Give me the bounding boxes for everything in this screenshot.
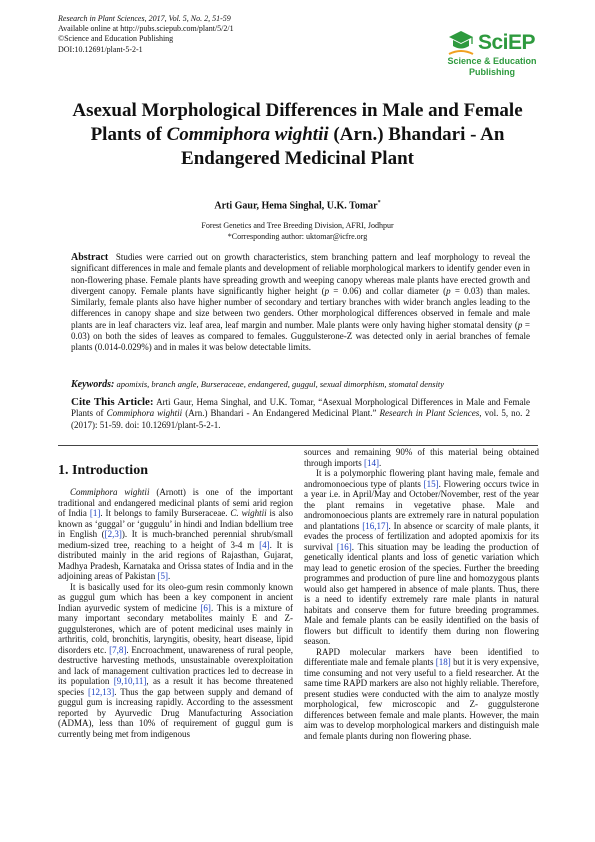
paragraph-text: . This is a mixture of many important secondary metabolites mainly E and Z-guggulsterones, which are of potent medicinal uses mainly in arthritis, cold, bronchitis, laryngitis, obesity, heart disease, lipid disorders etc. xyxy=(58,602,293,655)
corresponding-star: * xyxy=(377,200,381,206)
paragraph xyxy=(304,468,539,647)
paragraph-text: . It belongs to family Burseraceae. xyxy=(100,508,231,518)
author-list xyxy=(60,200,535,211)
section-divider xyxy=(58,445,538,446)
reference-link[interactable]: [18] xyxy=(435,657,451,667)
paragraph-text: , as a result it has become threatened species xyxy=(58,676,294,697)
paragraph-text: but it is very expensive, time consuming and not very useful to a field researcher. At the same time RAPD markers are also not highly reliable. Therefore, present studies were conducted with the aim to analyze mostly morphological, few microscopic and Z- guggulsterone differences between female and male plants. However, the main aim was to develop morphological markers and distinguish male and female plants during non flowering phase. xyxy=(304,657,540,741)
paragraph-text: ). It is much-branched perennial shrub/small medium-sized tree, reaching to a height of 3-4 m xyxy=(58,529,293,550)
reference-link[interactable]: [7,8] xyxy=(109,644,127,655)
doi-line: DOI:10.12691/plant-5-2-1 xyxy=(58,44,143,54)
reference-link[interactable]: [1] xyxy=(89,508,101,518)
paragraph-text: . xyxy=(379,457,382,468)
cite-species: Commiphora wightii xyxy=(106,408,183,419)
cite-this-article xyxy=(71,397,530,431)
paragraph-text: . xyxy=(167,571,171,581)
abstract-text: = 0.03) than males. Similarly, female plants also have higher number of secondary and tertiary branches with wider branch angles leading to the differences in canopy shape and size between two genders. Other morphological differences observed in female and male plants are in leaf characters viz. leaf area, leaf margin and number. Male plants were only having higher stomatal density ( xyxy=(71,285,531,330)
paragraph-text: . In absence or scarcity of male plants, it evades the process of fertilization and adopted apomixis for its survival xyxy=(304,520,539,552)
body-column-left xyxy=(58,463,293,739)
paragraph xyxy=(304,447,539,468)
paragraph-text: . Thus the gap between supply and demand of guggul gum is increasing rapidly. According to the assessment reported by Ayurvedic Drug Manufacturing Association (ADMA), less than 10% of requirement of guggul gum is currently being met from indigenous xyxy=(58,686,294,739)
abstract-text: Studies were carried out on growth characteristics, stem branching pattern and leaf morphology to reveal the significant differences in male and female plants and development of reliable morphological markers to identify gender even in non-flowering phase. Female plants have spreading growth and weeping canopy whereas male plants have erected growth and divergent canopy. Female plants have significantly higher height ( xyxy=(71,252,530,296)
corresponding-author-line: *Corresponding author: uktomar@icfre.org xyxy=(227,232,368,241)
available-online-line: Available online at http://pubs.sciepub.com/plant/5/2/1 xyxy=(58,24,234,34)
cite-text: , vol. 5, no. 2 (2017): 51-59. doi: 10.12691/plant-5-2-1. xyxy=(71,408,530,430)
title-text-1: Asexual Morphological Differences in Male and Female Plants of xyxy=(72,100,523,145)
paragraph xyxy=(58,487,293,582)
reference-link[interactable]: [9,10,11] xyxy=(113,676,147,686)
affiliation-line: Forest Genetics and Tree Breeding Division, AFRI, Jodhpur xyxy=(201,221,394,230)
reference-link[interactable]: [16,17] xyxy=(362,520,389,531)
reference-link[interactable]: [4] xyxy=(259,539,270,550)
body-column-right xyxy=(304,447,539,741)
cite-text: (Arn.) Bhandari - An Endangered Medicinal Plant.” xyxy=(182,408,380,419)
reference-link[interactable]: [5] xyxy=(157,571,168,581)
paragraph-text: It is a polymorphic flowering plant having male, female and andromonoecious type of plants xyxy=(304,468,539,489)
paragraph-text: is also known as ‘guggal’ or ‘guggulu’ in hindi and Indian bdellium tree in English ( xyxy=(58,508,293,539)
keywords-text: apomixis, branch angle, Burseraceae, endangered, guggul, sexual dimorphism, stomatal density xyxy=(114,379,445,389)
title-text-2: (Arn.) Bhandari - An Endangered Medicinal Plant xyxy=(181,124,505,169)
paragraph-text: (Arnott) is one of the important traditional and endangered medicinal plants of semi arid region of India xyxy=(58,487,293,518)
abstract-label: Abstract xyxy=(71,252,109,263)
paragraph xyxy=(58,582,293,740)
reference-link[interactable]: [14] xyxy=(364,457,379,468)
paragraph-text: . This situation may be leading the production of genetically identical plants and loss of genetic variation which may lead to genetic erosion of the species. Further the breeding programmes and production of pure line and homozygous plants would also get hampered in absence of male plants. Thus, there is a need to identify extremely rare male plants in natural habitats and conserve them for future breeding programmes. Male and female plants can be easily identified on the basis of flowers but difficult to identify them during non flowering season. xyxy=(304,541,539,646)
article-title xyxy=(60,99,535,171)
reference-link[interactable]: [15] xyxy=(423,478,439,489)
reference-link[interactable]: [16] xyxy=(336,541,352,552)
species-name: Commiphora wightii xyxy=(70,487,150,497)
abstract-text: = 0.06) and collar diameter ( xyxy=(329,285,447,296)
paragraph-text: . Flowering occurs twice in a year i.e. in April/May and October/November, rest of the year the plant remains in vegetative phase. Male and andromonoecious plants are extremely rare in natural population and plantations xyxy=(304,478,539,531)
keywords-label: Keywords: xyxy=(71,379,115,390)
journal-header xyxy=(58,14,234,55)
logo-subtitle-2: Publishing xyxy=(469,67,515,77)
paragraph-text: sources and remaining 90% of this material being obtained through imports xyxy=(304,447,539,468)
sciep-logo-icon xyxy=(446,30,476,56)
paragraph-text: RAPD molecular markers have been identified to differentiate male and female plants xyxy=(304,646,539,667)
logo-wordmark: SciEP xyxy=(478,31,536,54)
paragraph-text: It is basically used for its oleo-gum resin commonly known as guggul gum which has been a key component in ancient Indian ayurvedic system of medicine xyxy=(58,581,293,613)
copyright-line: ©Science and Education Publishing xyxy=(58,34,174,44)
cite-text: Arti Gaur, Hema Singhal, and U.K. Tomar, “Asexual Morphological Differences in Male and Female Plants of xyxy=(71,397,531,419)
cite-journal: Research in Plant Sciences xyxy=(379,408,480,419)
species-name: C. wightii xyxy=(230,508,267,518)
abstract xyxy=(71,252,530,354)
paragraph-text: . It is distributed mainly in the arid regions of Rajasthan, Gujarat, Madhya Pradesh, Karnataka and Orissa states of India and in the adjoining areas of Pakistan xyxy=(58,539,293,581)
paragraph xyxy=(304,647,539,742)
p-symbol: p xyxy=(446,285,451,296)
p-symbol: p xyxy=(324,285,330,296)
reference-link[interactable]: [2,3] xyxy=(104,529,122,539)
p-symbol: p xyxy=(517,319,523,330)
author-names: Arti Gaur, Hema Singhal, U.K. Tomar xyxy=(214,200,378,212)
title-species: Commiphora wightii xyxy=(166,124,329,145)
logo-subtitle-1: Science & Education xyxy=(447,56,537,66)
publisher-logo xyxy=(446,30,538,84)
section-heading: 1. Introduction xyxy=(58,463,148,478)
cite-label: Cite This Article: xyxy=(71,396,154,408)
reference-link[interactable]: [6] xyxy=(200,602,211,613)
abstract-text: = 0.03) on both the sides of leaves as compared to females. Guggulsterone-Z was detected only in aerial branches of female plants (0.014-0.029%) and in males it was below detectable limits. xyxy=(71,319,530,353)
affiliation xyxy=(60,220,535,242)
reference-link[interactable]: [12,13] xyxy=(87,686,115,697)
paragraph-text: . Encroachment, unawareness of rural people, destructive harvesting methods, unsustainable overexploitation and lack of management cultivation practices led to decrease in its population xyxy=(58,644,294,686)
journal-citation-line: Research in Plant Sciences, 2017, Vol. 5, No. 2, 51-59 xyxy=(58,14,231,23)
keywords xyxy=(71,379,530,390)
